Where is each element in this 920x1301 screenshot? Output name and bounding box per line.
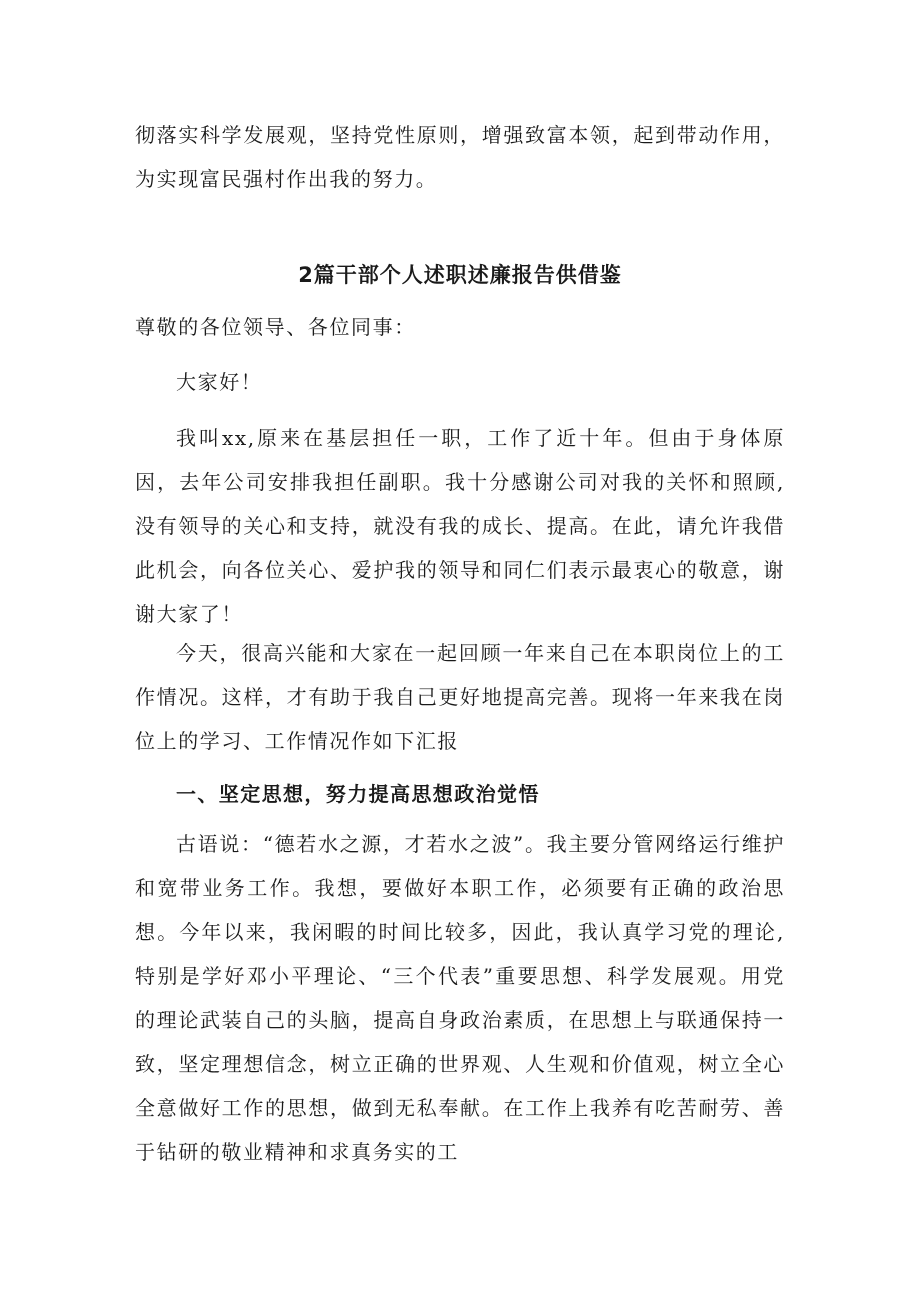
body-paragraph-intro: 我叫xx,原来在基层担任一职，工作了近十年。但由于身体原因，去年公司安排我担任副职。我十分感谢公司对我的关怀和照顾,没有领导的关心和支持，就没有我的成长、提高。在此，请允许我借此机会，向各位关心、爱护我的领导和同仁们表示最衷心的敬意，谢谢大家了！: [135, 426, 785, 626]
document-title: 2篇干部个人述职述廉报告供借鉴: [298, 263, 622, 287]
continuation-paragraph: 彻落实科学发展观，坚持党性原则，增强致富本领，起到带动作用，为实现富民强村作出我的努力。: [135, 123, 785, 191]
body-paragraph-review: 今天，很高兴能和大家在一起回顾一年来自己在本职岗位上的工作情况。这样，才有助于我自己更好地提高完善。现将一年来我在岗位上的学习、工作情况作如下汇报: [135, 641, 785, 753]
salutation: 尊敬的各位领导、各位同事：: [135, 315, 416, 339]
greeting: 大家好！: [176, 370, 263, 394]
section-heading: 一、坚定思想，努力提高思想政治觉悟: [176, 782, 540, 806]
section-paragraph: 古语说：“德若水之源，才若水之波”。我主要分管网络运行维护和宽带业务工作。我想，要做好本职工作，必须要有正确的政治思想。今年以来，我闲暇的时间比较多，因此，我认真学习党的理论,特别是学好邓小平理论、“三个代表”重要思想、科学发展观。用党的理论武装自己的头脑，提高自身政治素质，在思想上与联通保持一致，坚定理想信念，树立正确的世界观、人生观和价值观，树立全心全意做好工作的思想，做到无私奉献。在工作上我养有吃苦耐劳、善于钻研的敬业精神和求真务实的工: [135, 832, 785, 1164]
